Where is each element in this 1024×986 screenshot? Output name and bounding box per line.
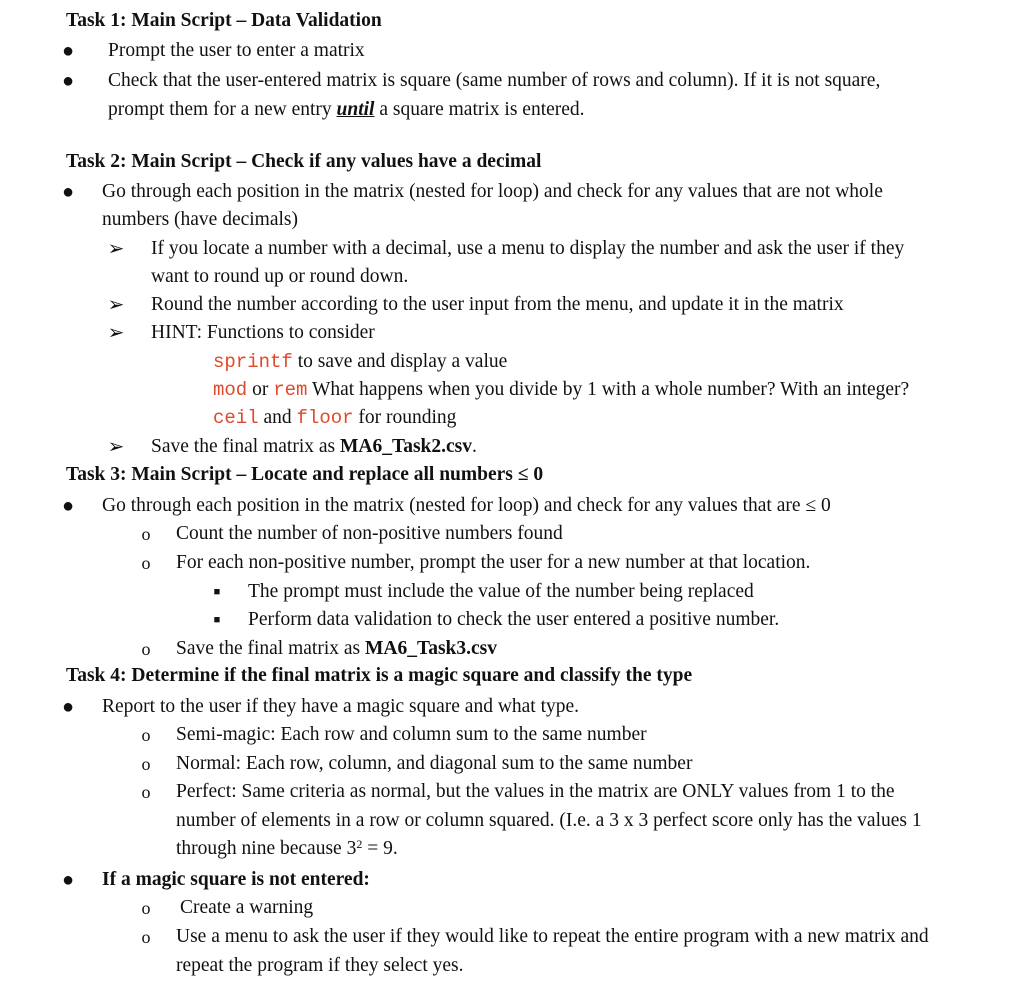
bullet-icon: ● xyxy=(61,869,75,891)
task3-bullet-1: Go through each position in the matrix (nested for loop) and check for any values that are ≤ 0 xyxy=(102,495,831,516)
task4-sub-4: Create a warning xyxy=(180,897,314,918)
task2-bullet-1-line1: Go through each position in the matrix (nested for loop) and check for any values that are not whole xyxy=(102,181,883,202)
task1-heading: Task 1: Main Script – Data Validation xyxy=(66,10,382,31)
task2-arrow-1-line2: want to round up or round down. xyxy=(151,266,409,287)
circle-bullet-icon: o xyxy=(141,524,151,544)
circle-bullet-icon: o xyxy=(141,782,151,802)
circle-bullet-icon: o xyxy=(141,725,151,745)
task4-sub-2: Normal: Each row, column, and diagonal sum to the same number xyxy=(176,753,693,774)
bullet-icon: ● xyxy=(61,40,75,62)
task4-sub-5-line2: repeat the program if they select yes. xyxy=(176,955,464,976)
circle-bullet-icon: o xyxy=(141,639,151,659)
arrow-bullet-icon: ➢ xyxy=(107,322,125,344)
task2-heading: Task 2: Main Script – Check if any values have a decimal xyxy=(66,151,542,172)
task4-sub-3-line3: through nine because $3^2 = 9$. xyxy=(176,837,398,859)
task4-sub-3-line1: Perfect: Same criteria as normal, but the values in the matrix are ONLY values from 1 to the xyxy=(176,781,895,802)
circle-bullet-icon: o xyxy=(141,927,151,947)
circle-bullet-icon: o xyxy=(141,553,151,573)
task4-bullet-2: If a magic square is not entered: xyxy=(102,869,370,890)
task2-bullet-1-line2: numbers (have decimals) xyxy=(102,209,299,230)
task3-sub-2: For each non-positive number, prompt the user for a new number at that location. xyxy=(176,552,811,573)
task4-sub-1: Semi-magic: Each row and column sum to the same number xyxy=(176,724,647,745)
hint-mod-rem: mod or rem What happens when you divide by 1 with a whole number? With an integer? xyxy=(213,379,910,401)
bullet-icon: ● xyxy=(61,495,75,517)
circle-bullet-icon: o xyxy=(141,754,151,774)
task4-bullet-1: Report to the user if they have a magic square and what type. xyxy=(102,696,580,717)
task1-bullet-1: Prompt the user to enter a matrix xyxy=(108,40,365,61)
task2-arrow-2: Round the number according to the user input from the menu, and update it in the matrix xyxy=(151,294,844,315)
task4-sub-3-line2: number of elements in a row or column squared. (I.e. a 3 x 3 perfect score only has the values 1 xyxy=(176,810,922,831)
task1-bullet-2-line1: Check that the user-entered matrix is square (same number of rows and column). If it is not square, xyxy=(108,70,881,91)
bullet-icon: ● xyxy=(61,181,75,203)
task3-heading: Task 3: Main Script – Locate and replace all numbers ≤ 0 xyxy=(66,464,544,485)
task3-sub-3: Save the final matrix as MA6_Task3.csv xyxy=(176,638,497,659)
circle-bullet-icon: o xyxy=(141,898,151,918)
task2-arrow-4: Save the final matrix as MA6_Task2.csv. xyxy=(151,436,477,457)
task1-bullet-2-line2: prompt them for a new entry until a square matrix is entered. xyxy=(108,99,585,120)
arrow-bullet-icon: ➢ xyxy=(107,436,125,458)
task4-sub-5-line1: Use a menu to ask the user if they would like to repeat the entire program with a new matrix and xyxy=(176,926,929,947)
hint-ceil-floor: ceil and floor for rounding xyxy=(213,407,457,429)
arrow-bullet-icon: ➢ xyxy=(107,238,125,260)
hint-sprintf: sprintf to save and display a value xyxy=(213,351,508,373)
arrow-bullet-icon: ➢ xyxy=(107,294,125,316)
task2-arrow-3: HINT: Functions to consider xyxy=(151,322,375,343)
square-bullet-icon: ■ xyxy=(213,586,221,598)
task3-square-1: The prompt must include the value of the number being replaced xyxy=(248,581,754,602)
bullet-icon: ● xyxy=(61,70,75,92)
task4-heading: Task 4: Determine if the final matrix is a magic square and classify the type xyxy=(66,665,693,686)
task3-square-2: Perform data validation to check the user entered a positive number. xyxy=(248,609,780,630)
bullet-icon: ● xyxy=(61,696,75,718)
task2-arrow-1-line1: If you locate a number with a decimal, use a menu to display the number and ask the user if they xyxy=(151,238,905,259)
task3-sub-1: Count the number of non-positive numbers found xyxy=(176,523,563,544)
square-bullet-icon: ■ xyxy=(213,614,221,626)
until-emphasis: until xyxy=(336,99,375,120)
